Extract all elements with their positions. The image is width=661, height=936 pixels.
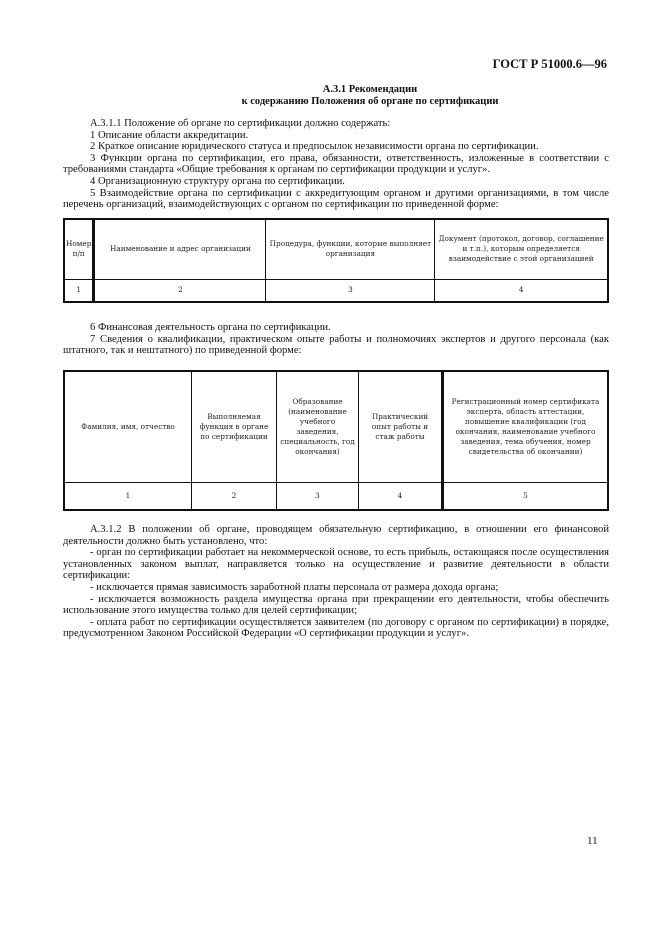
header-cell: Практический опыт работы и стаж работы (359, 371, 443, 482)
personnel-table (63, 370, 609, 511)
list-item: 7 Сведения о квалификации, практическом опыте работы и полномочиях экспертов и другого персонала (как штатного, так и нештатного) по приведенной форме: (63, 333, 609, 357)
table-cell: 4 (435, 279, 608, 302)
section-title-line-2: к содержанию Положения об органе по сертификации (241, 95, 499, 107)
table-cell: 3 (266, 279, 435, 302)
table-row (64, 482, 608, 510)
header-cell: Номер п/п (64, 219, 94, 279)
document-number: ГОСТ Р 51000.6—96 (492, 57, 607, 71)
list-item: 6 Финансовая деятельность органа по сертификации. (90, 322, 331, 333)
header-cell: Наименование и адрес организации (94, 219, 266, 279)
paragraph: А.3.1.1 Положение об органе по сертификации должно содержать: (90, 118, 391, 129)
paragraph-group-3 (63, 524, 609, 640)
header-cell: Образование (наименование учебного заведения, специальность, год окончания) (277, 371, 359, 482)
list-item: - оплата работ по сертификации осуществляется заявителем (по договору с органом по сертификации) в порядке, предусмотренном Законом Российской Федерации «О сертификации продукции и услуг». (63, 616, 609, 640)
list-item: 4 Организационную структуру органа по сертификации. (90, 175, 345, 187)
table-cell: 5 (443, 482, 609, 510)
table-cell: 1 (64, 482, 192, 510)
table-header-row (64, 219, 608, 279)
table-cell: 2 (192, 482, 277, 510)
header-cell: Фамилия, имя, отчество (64, 371, 192, 482)
list-item: 1 Описание области аккредитации. (90, 129, 249, 141)
paragraph-group-1 (63, 118, 609, 211)
list-item: 3 Функции органа по сертификации, его права, обязанности, ответственность, изложенные в соответствии с требованиями стандарта «Общие требования к органам по сертификации продукции и услуг». (63, 152, 609, 176)
header-cell: Процедура, функции, которые выполняет организация (266, 219, 435, 279)
header-cell: Регистрационный номер сертификата эксперта, область аттестации, повышение квалификации (год окончания, наименование учебного заведения, тема обучения, номер свидетельства об окончании) (443, 371, 609, 482)
table-cell: 4 (359, 482, 443, 510)
section-title-line-1: А.3.1 Рекомендации (322, 84, 418, 95)
paragraph: А.3.1.2 В положении об органе, проводящем обязательную сертификацию, в отношении его финансовой деятельности должно быть установлено, что: (63, 524, 609, 547)
table-cell: 2 (94, 279, 266, 302)
header-cell: Документ (протокол, договор, соглашение и т.п.), которым определяется взаимодействие с этой организацией (435, 219, 608, 279)
table-cell: 1 (64, 279, 94, 302)
organizations-table (63, 218, 609, 303)
table-cell: 3 (277, 482, 359, 510)
list-item: 2 Краткое описание юридического статуса и предпосылок независимости органа по сертификации. (90, 141, 539, 153)
table-header-row (64, 371, 608, 482)
list-item: - исключается прямая зависимость заработной платы персонала от размера дохода органа; (90, 581, 499, 593)
header-cell: Выполняемая функция в органе по сертификации (192, 371, 277, 482)
paragraph-group-2 (63, 322, 609, 357)
section-title (63, 84, 661, 107)
list-item: - исключается возможность раздела имущества органа при прекращении его деятельности, чтобы обеспечить использование этого имущества только для целей сертификации; (63, 593, 609, 617)
list-item: - орган по сертификации работает на некоммерческой основе, то есть прибыль, остающаяся после осуществления установленных законом выплат, направляется только на осуществление и развитие деятельности в области сертификации: (63, 547, 609, 582)
page-number: 11 (587, 835, 598, 847)
list-item: 5 Взаимодействие органа по сертификации с аккредитующим органом и другими организациями, в том числе перечень организаций, взаимодействующих с органом по сертификации по приведенной форме: (63, 187, 609, 211)
table-row (64, 279, 608, 302)
